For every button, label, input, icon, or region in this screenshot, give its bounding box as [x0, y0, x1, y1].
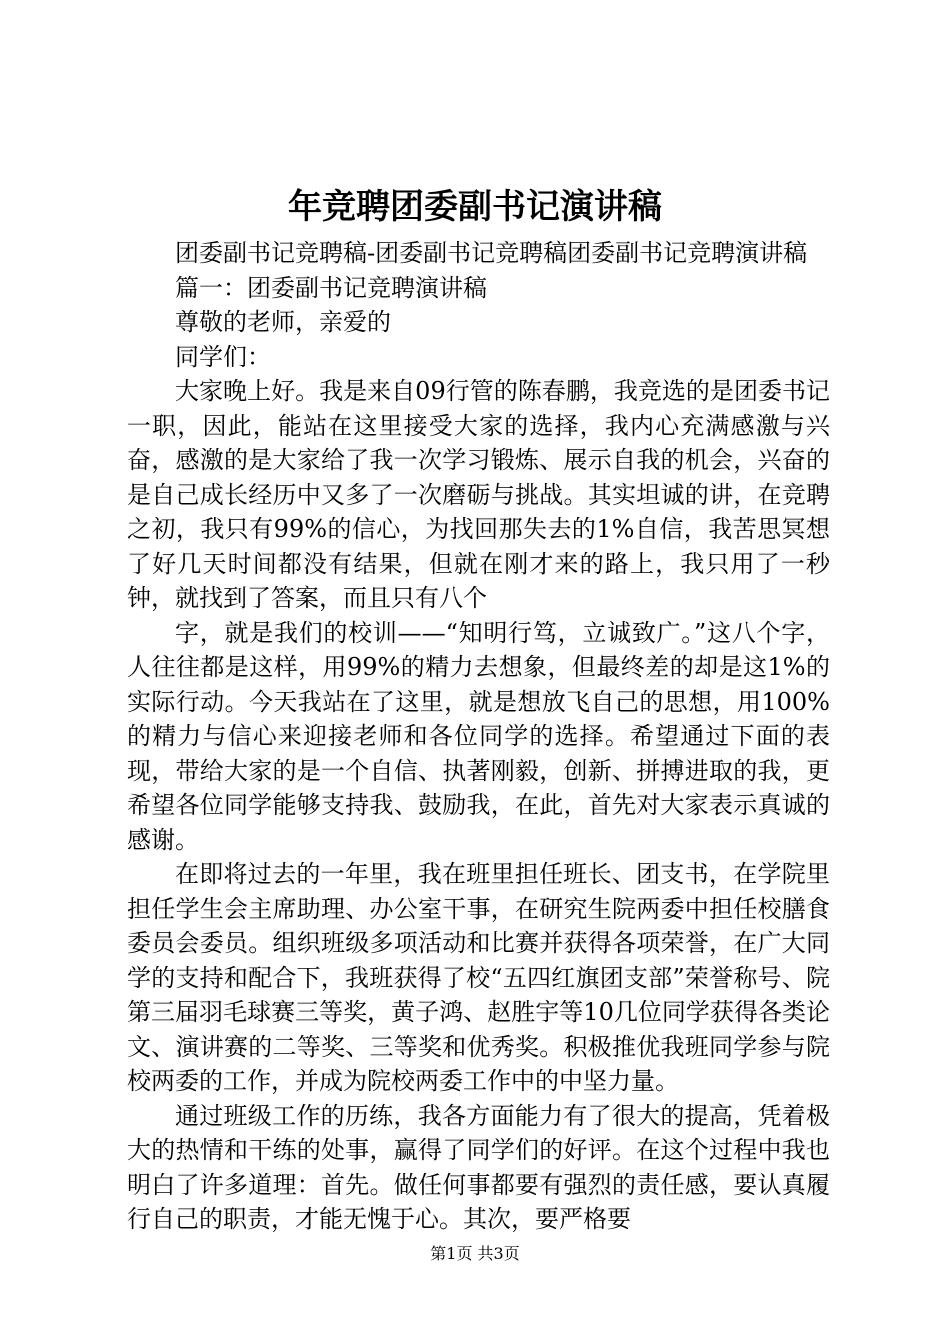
- greeting-line: 同学们：: [175, 342, 271, 371]
- section-heading: 篇一：团委副书记竞聘演讲稿: [175, 273, 487, 302]
- body-paragraph: 通过班级工作的历练，我各方面能力有了很大的提高，凭着极大的热情和干练的处事，赢得了同学们的好评。在这个过程中我也明白了许多道理：首先。做任何事都要有强烈的责任感，要认真履行自己的职责，才能无愧于心。其次，要严格要: [127, 1101, 830, 1233]
- body-paragraph: 大家晚上好。我是来自09行管的陈春鹏，我竞选的是团委书记一职，因此，能站在这里接受大家的选择，我内心充满感激与兴奋，感激的是大家给了我一次学习锻炼、展示自我的机会，兴奋的是自己成长经历中又多了一次磨砺与挑战。其实坦诚的讲，在竞聘之初，我只有99%的信心，为找回那失去的1%自信，我苦思冥想了好几天时间都没有结果，但就在刚才来的路上，我只用了一秒钟，就找到了答案，而且只有八个: [127, 377, 830, 612]
- page-number-footer: 第1页 共3页: [430, 1244, 520, 1263]
- body-paragraph: 字，就是我们的校训——“知明行笃，立诚致广。”这八个字，人往往都是这样，用99%的精力去想象，但最终差的却是这1%的实际行动。今天我站在了这里，就是想放飞自己的思想，用100%的精力与信心来迎接老师和各位同学的选择。希望通过下面的表现，带给大家的是一个自信、执著刚毅，创新、拼搏进取的我，更希望各位同学能够支持我、鼓励我，在此，首先对大家表示真诚的感谢。: [127, 618, 830, 854]
- document-body: [127, 236, 830, 1237]
- greeting-line: 尊敬的老师，亲爱的: [175, 308, 391, 336]
- body-paragraph: 在即将过去的一年里，我在班里担任班长、团支书，在学院里担任学生会主席助理、办公室干事，在研究生院两委中担任校膳食委员会委员。组织班级多项活动和比赛并获得各项荣誉，在广大同学的支持和配合下，我班获得了校“五四红旗团支部”荣誉称号、院第三届羽毛球赛三等奖，黄子鸿、赵胜宇等10几位同学获得各类论文、演讲赛的二等奖、三等奖和优秀奖。积极推优我班同学参与院校两委的工作，并成为院校两委工作中的中坚力量。: [127, 860, 830, 1095]
- document-title: 年竞聘团委副书记演讲稿: [288, 187, 662, 227]
- body-paragraph: 团委副书记竞聘稿-团委副书记竞聘稿团委副书记竞聘演讲稿: [175, 239, 808, 267]
